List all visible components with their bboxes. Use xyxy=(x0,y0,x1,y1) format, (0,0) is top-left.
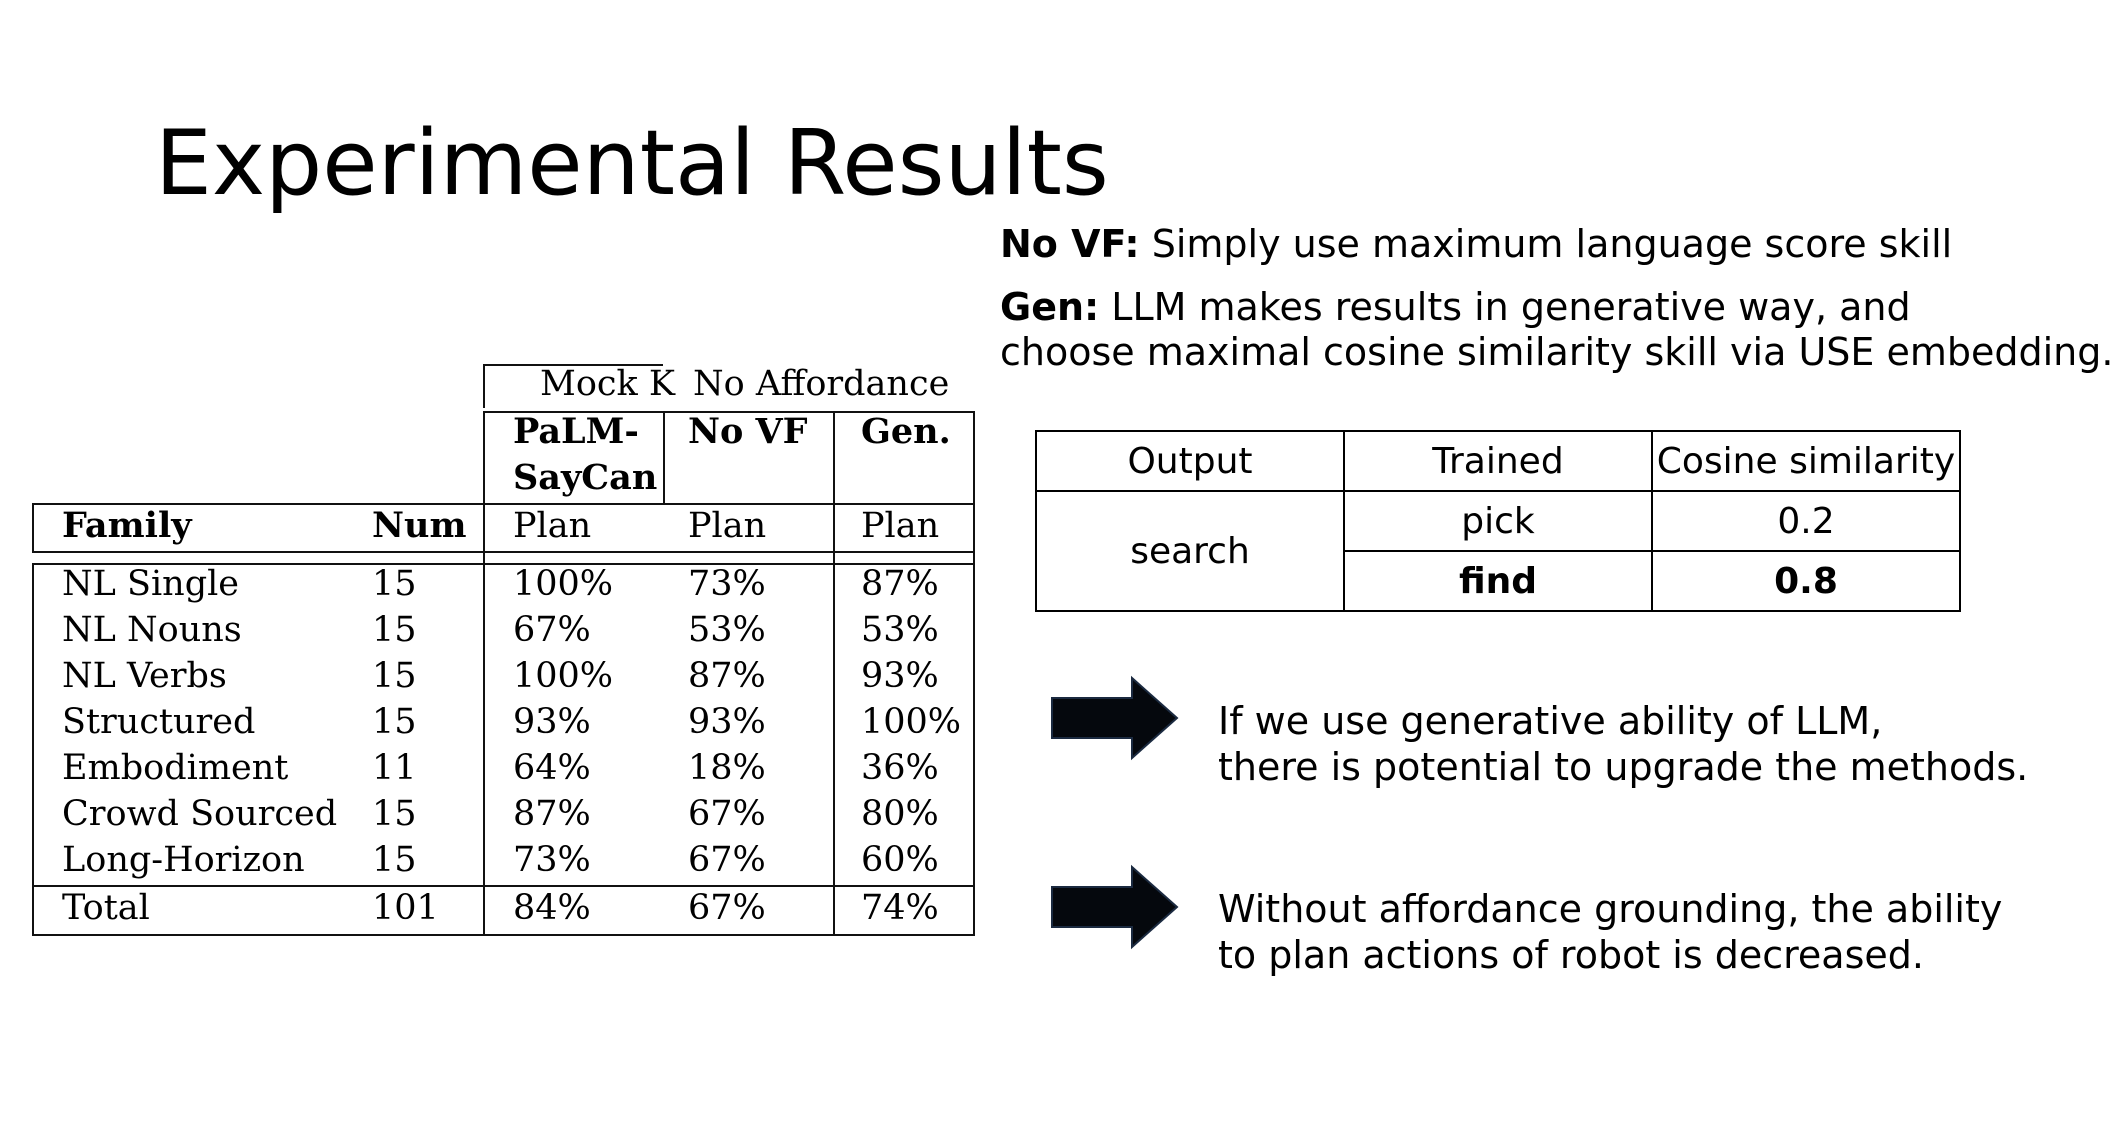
row-novf: 18% xyxy=(688,748,766,788)
total-gen: 74% xyxy=(861,888,939,928)
row-novf: 87% xyxy=(688,656,766,696)
total-num: 101 xyxy=(372,888,439,928)
row-gen: 80% xyxy=(861,794,939,834)
table-rule xyxy=(483,364,485,408)
row-palm: 93% xyxy=(513,702,591,742)
cosine-trained: pick xyxy=(1344,491,1652,551)
note-line: If we use generative ability of LLM, xyxy=(1218,699,1883,743)
definition-gen-line-2: choose maximal cosine similarity skill via USE embedding. xyxy=(1000,330,2113,374)
table-rule xyxy=(483,411,485,936)
total-palm: 84% xyxy=(513,888,591,928)
table-rule xyxy=(32,934,975,936)
col-header-plan: Plan xyxy=(861,506,940,546)
row-gen: 53% xyxy=(861,610,939,650)
table-rule xyxy=(32,503,34,553)
definition-gen-text-1: LLM makes results in generative way, and xyxy=(1099,285,1911,329)
row-gen: 60% xyxy=(861,840,939,880)
definition-gen-label: Gen: xyxy=(1000,285,1100,329)
row-family: Crowd Sourced xyxy=(62,794,338,834)
row-family: Long-Horizon xyxy=(62,840,305,880)
row-novf: 67% xyxy=(688,840,766,880)
definition-novf-text: Simply use maximum language score skill xyxy=(1139,222,1953,266)
total-family: Total xyxy=(62,888,150,928)
note-line: to plan actions of robot is decreased. xyxy=(1218,933,1924,977)
row-gen: 93% xyxy=(861,656,939,696)
cosine-header-row xyxy=(1036,431,1960,491)
row-num: 15 xyxy=(372,840,417,880)
row-palm: 64% xyxy=(513,748,591,788)
table-rule xyxy=(32,563,34,936)
group-header-no-affordance: No Affordance xyxy=(693,364,950,404)
row-gen: 36% xyxy=(861,748,939,788)
row-num: 15 xyxy=(372,794,417,834)
row-num: 15 xyxy=(372,702,417,742)
row-family: Embodiment xyxy=(62,748,289,788)
row-num: 15 xyxy=(372,564,417,604)
table-rule xyxy=(973,411,975,936)
row-family: NL Verbs xyxy=(62,656,227,696)
col-header-no-vf: No VF xyxy=(688,411,808,452)
definition-novf-label: No VF: xyxy=(1000,222,1140,266)
row-family: NL Single xyxy=(62,564,240,604)
table-rule xyxy=(32,551,975,553)
col-header-num: Num xyxy=(372,505,467,546)
table-rule xyxy=(833,411,835,936)
row-novf: 93% xyxy=(688,702,766,742)
row-palm: 100% xyxy=(513,656,614,696)
col-header-plan: Plan xyxy=(513,506,592,546)
cosine-value: 0.8 xyxy=(1652,551,1960,611)
cosine-trained: find xyxy=(1344,551,1652,611)
row-gen: 87% xyxy=(861,564,939,604)
note-line: there is potential to upgrade the methods. xyxy=(1218,745,2029,789)
table-rule xyxy=(32,885,975,887)
row-palm: 87% xyxy=(513,794,591,834)
note-line: Without affordance grounding, the ability xyxy=(1218,887,2003,931)
col-header-plan: Plan xyxy=(688,506,767,546)
row-palm: 100% xyxy=(513,564,614,604)
row-novf: 73% xyxy=(688,564,766,604)
right-arrow-icon xyxy=(1052,867,1177,947)
row-family: NL Nouns xyxy=(62,610,242,650)
table-rule xyxy=(663,411,665,503)
row-num: 15 xyxy=(372,610,417,650)
col-header-gen: Gen. xyxy=(861,411,951,452)
right-arrow-icon xyxy=(1052,678,1177,758)
cosine-header-similarity: Cosine similarity xyxy=(1652,431,1960,491)
row-family: Structured xyxy=(62,702,256,742)
total-novf: 67% xyxy=(688,888,766,928)
slide-title: Experimental Results xyxy=(155,111,1109,216)
group-header-mock: Mock K xyxy=(540,364,675,404)
cosine-header-trained: Trained xyxy=(1344,431,1652,491)
cosine-table xyxy=(1035,430,1961,612)
cosine-header-output: Output xyxy=(1036,431,1344,491)
row-num: 15 xyxy=(372,656,417,696)
cosine-output-search: search xyxy=(1036,491,1344,611)
row-novf: 67% xyxy=(688,794,766,834)
col-header-palm-saycan-2: SayCan xyxy=(513,457,658,498)
row-novf: 53% xyxy=(688,610,766,650)
note-generative xyxy=(1218,698,2028,790)
row-palm: 67% xyxy=(513,610,591,650)
row-palm: 73% xyxy=(513,840,591,880)
row-gen: 100% xyxy=(861,702,962,742)
col-header-family: Family xyxy=(62,505,192,546)
note-affordance xyxy=(1218,886,2002,978)
col-header-palm-saycan: PaLM- xyxy=(513,411,639,452)
cosine-value: 0.2 xyxy=(1652,491,1960,551)
table-row xyxy=(1036,491,1960,551)
row-num: 11 xyxy=(372,748,417,788)
